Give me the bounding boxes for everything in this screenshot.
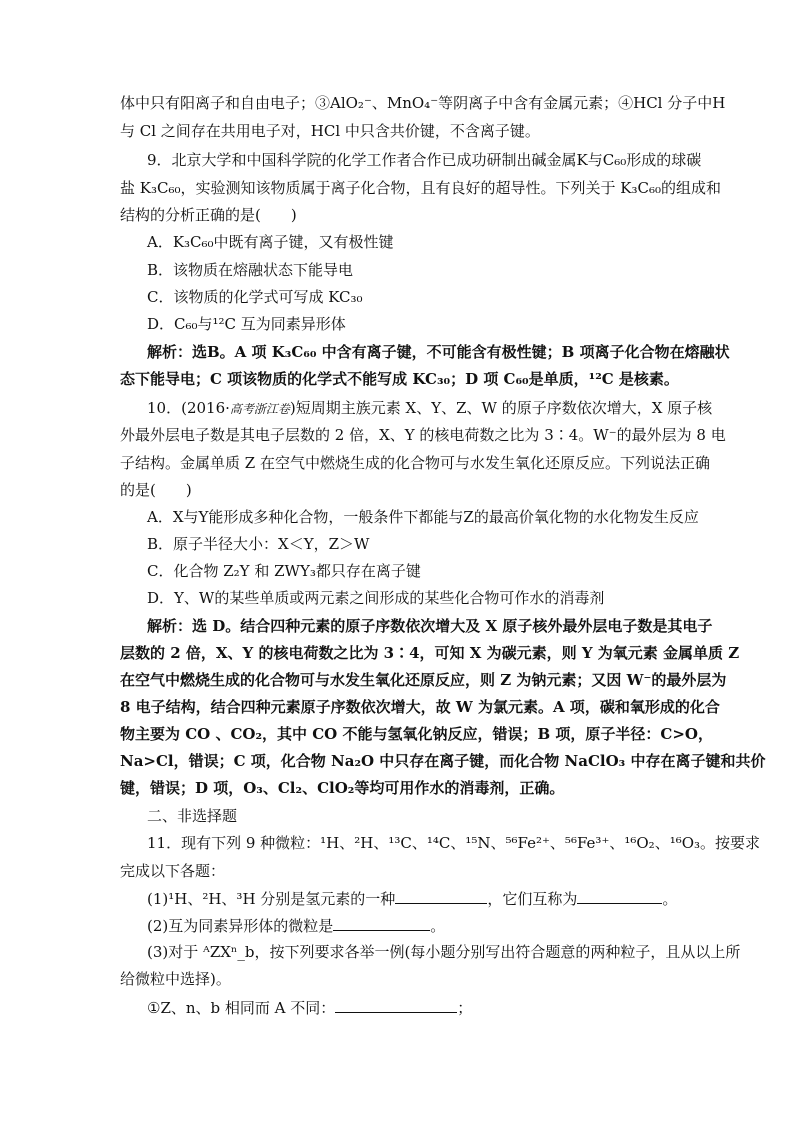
answer-10-line: 键，错误；D 项，O₃、Cl₂、ClO₂等均可用作水的消毒剂，正确。 <box>120 779 565 797</box>
answer-9-line: 解析：选B。A 项 K₃C₆₀ 中含有离子键，不可能含有极性键；B 项离子化合物在熔融状 <box>147 343 730 361</box>
question-9-line: 盐 K₃C₆₀，实验测知该物质属于离子化合物，且有良好的超导性。下列关于 K₃C₆₀的组成和 <box>120 179 721 197</box>
answer-blank[interactable] <box>333 915 430 931</box>
part-2-text: (2)互为同素异形体的微粒是 <box>147 917 334 935</box>
question-10-source: 高考浙江卷 <box>229 402 290 416</box>
question-11-part-1 <box>147 888 677 909</box>
section-heading: 二、非选择题 <box>147 807 238 825</box>
answer-10-line: 物主要为 CO 、CO₂，其中 CO 不能与氢氧化钠反应，错误；B 项，原子半径：C>O， <box>120 725 713 743</box>
option-c: C．该物质的化学式可写成 KC₃₀ <box>147 288 363 306</box>
option-b: B．原子半径大小：X＜Y，Z＞W <box>147 535 370 553</box>
question-10-line: 外最外层电子数是其电子层数的 2 倍，X、Y 的核电荷数之比为 3∶4。W⁻的最外层为 8 电 <box>120 426 726 444</box>
part-1-text: (1)¹H、²H、³H 分别是氢元素的一种 <box>147 890 396 908</box>
answer-blank[interactable] <box>577 888 662 904</box>
question-10-line: 的是( ) <box>120 481 192 499</box>
question-11-line: 完成以下各题： <box>120 862 226 880</box>
option-d: D．Y、W的某些单质或两元素之间形成的某些化合物可作水的消毒剂 <box>147 589 605 607</box>
question-9-line: 9．北京大学和中国科学院的化学工作者合作已成功研制出碱金属K与C₆₀形成的球碳 <box>147 151 702 169</box>
part-1-text-2: ，它们互称为 <box>487 890 578 908</box>
part-2-end: 。 <box>430 917 446 935</box>
option-a: A．X与Y能形成多种化合物，一般条件下都能与Z的最高价氧化物的水化物发生反应 <box>147 508 699 526</box>
text-line: 与 Cl 之间存在共用电子对，HCl 中只含共价键，不含离子键。 <box>120 122 540 140</box>
answer-9-line: 态下能导电；C 项该物质的化学式不能写成 KC₃₀；D 项 C₆₀是单质，¹²C 是核素。 <box>120 370 679 388</box>
option-d: D．C₆₀与¹²C 互为同素异形体 <box>147 315 346 333</box>
question-10-text: )短周期主族元素 X、Y、Z、W 的原子序数依次增大，X 原子核 <box>289 399 713 417</box>
question-10-line <box>147 398 712 419</box>
option-a: A．K₃C₆₀中既有离子键，又有极性键 <box>147 233 394 251</box>
option-b: B．该物质在熔融状态下能导电 <box>147 261 354 279</box>
answer-10-line: 8 电子结构，结合四种元素原子序数依次增大，故 W 为氯元素。A 项，碳和氧形成的化合 <box>120 698 720 716</box>
subpart-1-end: ； <box>457 999 473 1017</box>
answer-10-line: 在空气中燃烧生成的化合物可与水发生氧化还原反应，则 Z 为钠元素；又因 W⁻的最外层为 <box>120 671 727 689</box>
question-11-line: 11．现有下列 9 种微粒：¹H、²H、¹³C、¹⁴C、¹⁵N、⁵⁶Fe²⁺、⁵⁶Fe³⁺、¹⁶O₂、¹⁶O₃。按要求 <box>147 834 761 852</box>
question-11-subpart-1 <box>147 997 472 1018</box>
question-11-part-2 <box>147 915 445 936</box>
answer-10-line: 解析：选 D。结合四种元素的原子序数依次增大及 X 原子核外最外层电子数是其电子 <box>147 617 713 635</box>
question-11-part-3: (3)对于 ᴬZXⁿ_b，按下列要求各举一例(每小题分别写出符合题意的两种粒子，且从以上所 <box>147 943 741 961</box>
text-line: 体中只有阳离子和自由电子；③AlO₂⁻、MnO₄⁻等阴离子中含有金属元素；④HCl 分子中H <box>120 94 726 112</box>
answer-10-line: 层数的 2 倍，X、Y 的核电荷数之比为 3∶4，可知 X 为碳元素，则 Y 为氧元素 金属单质 Z <box>120 644 740 662</box>
answer-blank[interactable] <box>335 997 457 1013</box>
part-1-end: 。 <box>662 890 678 908</box>
question-10-prefix: 10．(2016· <box>147 399 230 417</box>
answer-10-line: Na>Cl，错误；C 项，化合物 Na₂O 中只存在离子键，而化合物 NaClO₃ 中存在离子键和共价 <box>120 752 766 770</box>
question-11-part-3: 给微粒中选择)。 <box>120 970 231 988</box>
question-9-line: 结构的分析正确的是( ) <box>120 206 297 224</box>
answer-blank[interactable] <box>395 888 487 904</box>
option-c: C．化合物 Z₂Y 和 ZWY₃都只存在离子键 <box>147 562 421 580</box>
subpart-1-text: ①Z、n、b 相同而 A 不同： <box>147 999 336 1017</box>
question-10-line: 子结构。金属单质 Z 在空气中燃烧生成的化合物可与水发生氧化还原反应。下列说法正确 <box>120 454 710 472</box>
